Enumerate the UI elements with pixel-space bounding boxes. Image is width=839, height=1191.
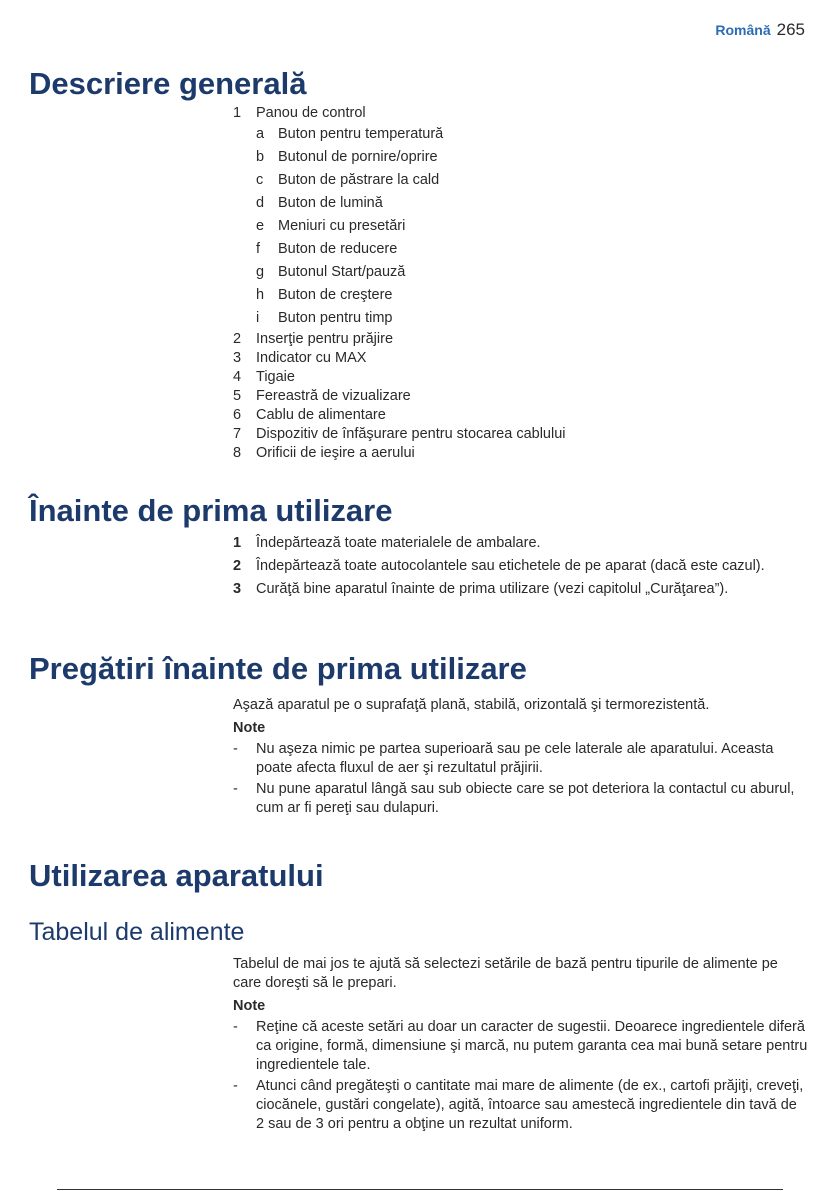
section-title-overview: Descriere generală [29, 66, 307, 101]
list-item: 7 Dispozitiv de înfăşurare pentru stocarea cablului [233, 426, 566, 442]
page-number: 265 [776, 20, 805, 39]
list-item: 2 Îndepărtează toate autocolantele sau etichetele de pe aparat (dacă este cazul). [233, 558, 765, 574]
list-item: - Nu pune aparatul lângă sau sub obiecte care se pot deteriora la contactul cu aburul, cum ar fi pereţi sau dulapuri. [233, 781, 795, 816]
list-item: i Buton pentru timp [256, 310, 393, 326]
section-title-usage: Utilizarea aparatului [29, 858, 324, 893]
preparation-intro: Aşază aparatul pe o suprafaţă plană, stabilă, orizontală şi termorezistentă. [233, 697, 710, 713]
section-title-first-use: Înainte de prima utilizare [29, 493, 393, 528]
list-item: 8 Orificii de ieşire a aerului [233, 445, 415, 461]
list-item: - Nu aşeza nimic pe partea superioară sau pe cele laterale ale aparatului. Aceasta poate afecta fluxul de aer şi rezultatul prăjirii. [233, 741, 774, 776]
list-item: g Butonul Start/pauză [256, 264, 406, 280]
first-use-steps [233, 534, 808, 603]
list-item: f Buton de reducere [256, 241, 398, 257]
list-item: 3 Curăţă bine aparatul înainte de prima utilizare (vezi capitolul „Curăţarea”). [233, 581, 729, 597]
food-table-intro: Tabelul de mai jos te ajută să selectezi setările de bază pentru tipurile de alimente pe care doreşti să le prepari. [233, 956, 778, 991]
page-header [715, 20, 805, 40]
list-item: 4 Tigaie [233, 369, 295, 385]
list-item: c Buton de păstrare la cald [256, 172, 440, 188]
food-table-body [233, 955, 808, 1136]
list-item: a Buton pentru temperatură [256, 126, 444, 142]
list-item: 2 Inserţie pentru prăjire [233, 331, 394, 347]
subsection-title-food-table: Tabelul de alimente [29, 918, 245, 946]
list-item: 6 Cablu de alimentare [233, 407, 386, 423]
note-label: Note [233, 720, 266, 736]
note-label: Note [233, 998, 266, 1014]
list-item: h Buton de creştere [256, 287, 393, 303]
list-item: 3 Indicator cu MAX [233, 350, 367, 366]
list-item: 5 Fereastră de vizualizare [233, 388, 411, 404]
list-item: d Buton de lumină [256, 195, 383, 211]
list-item: 1 Îndepărtează toate materialele de ambalare. [233, 535, 541, 551]
list-item: - Atunci când pregăteşti o cantitate mai mare de alimente (de ex., cartofi prăjiţi, creveţi, ciocănele, gustări congelate), agită, întoarce sau amestecă ingredientele din tavă de 2 sau de 3 ori pentru a obţine un rezultat uniform. [233, 1078, 804, 1132]
language-label: Română [715, 22, 771, 38]
footer-divider [57, 1189, 783, 1190]
control-panel-sublist [233, 123, 808, 330]
preparation-body [233, 696, 808, 820]
list-item: 1 Panou de control [233, 105, 366, 121]
section-title-preparation: Pregătiri înainte de prima utilizare [29, 651, 527, 686]
list-item: e Meniuri cu presetări [256, 218, 406, 234]
list-item: b Butonul de pornire/oprire [256, 149, 438, 165]
overview-list [233, 104, 808, 463]
list-item: - Reţine că aceste setări au doar un caracter de sugestii. Deoarece ingredientele diferă ca origine, formă, dimensiune şi marcă, nu putem garanta cea mai bună setare pentru ingredientele tale. [233, 1019, 808, 1073]
